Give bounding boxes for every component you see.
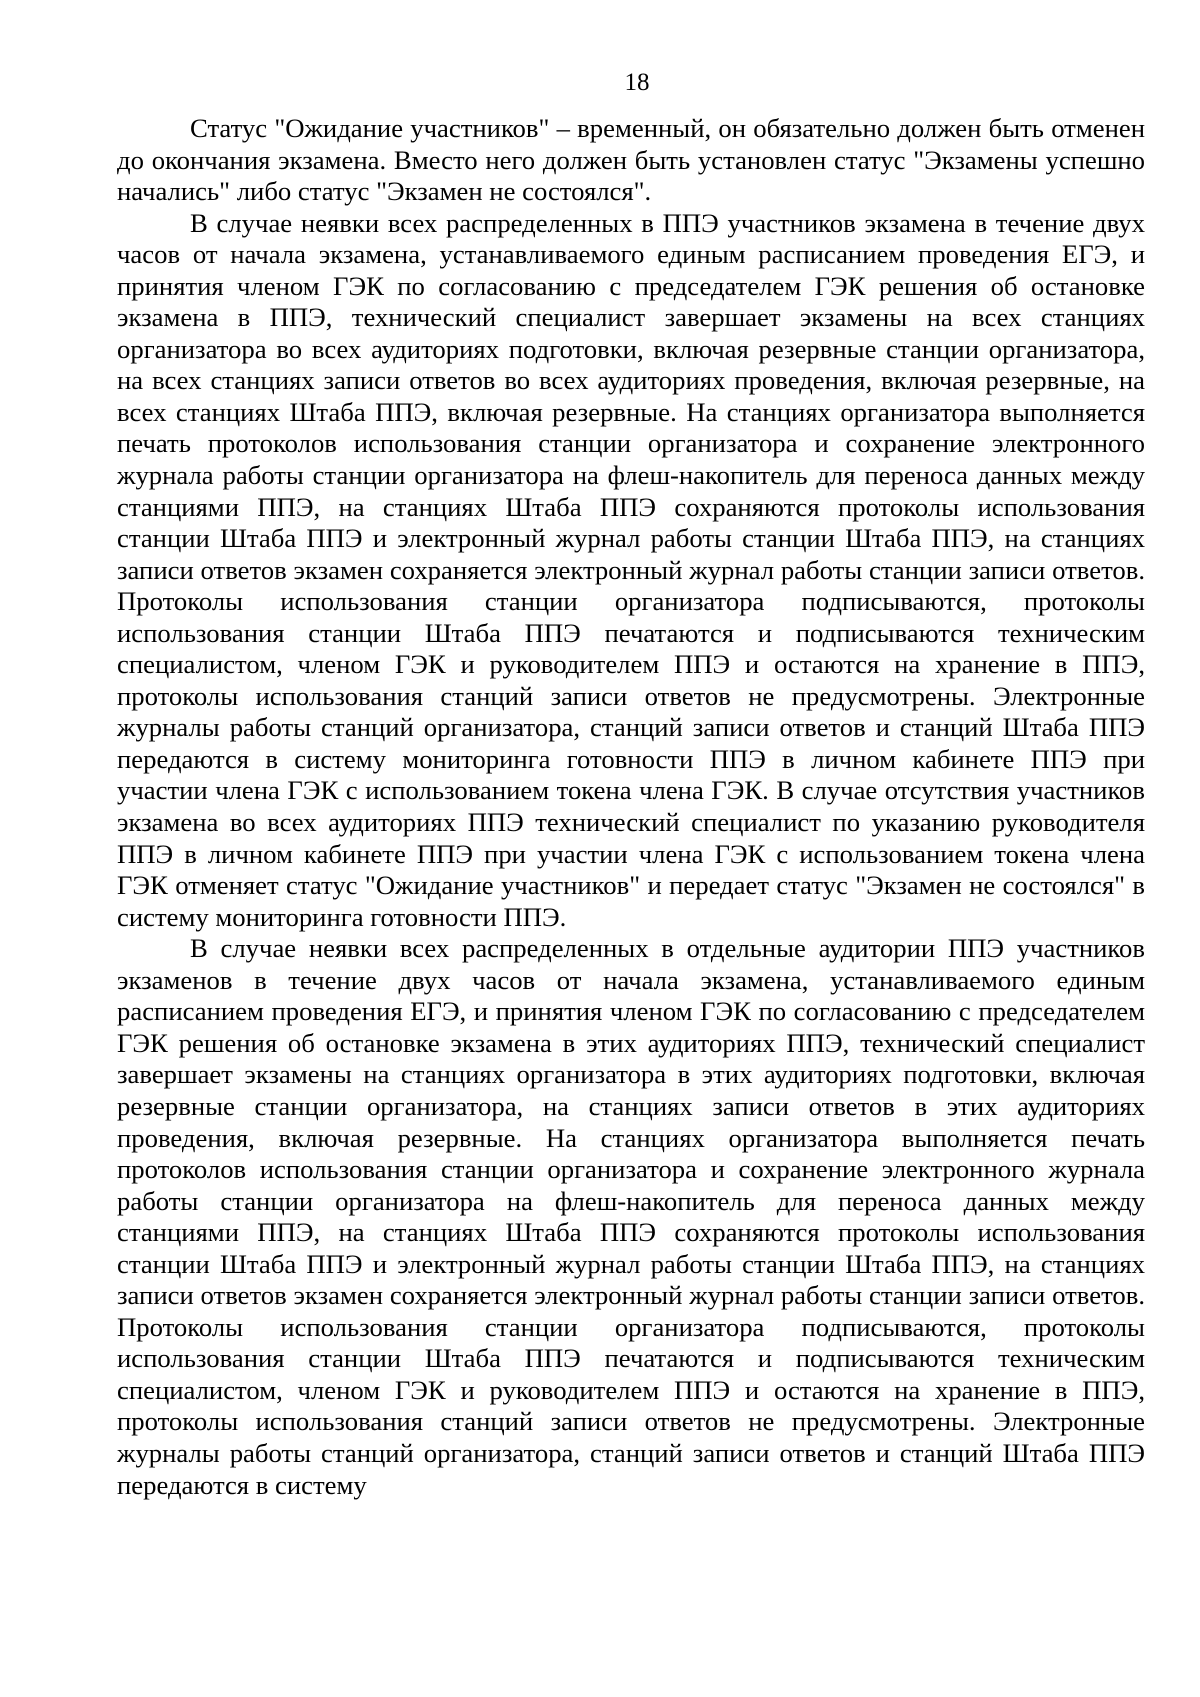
paragraph-no-show-some-rooms: В случае неявки всех распределенных в отдельные аудитории ППЭ участников экзаменов в течение двух часов от начала экзамена, устанавливаемого единым расписанием проведения ЕГЭ, и принятия членом ГЭК по согласованию с председателем ГЭК решения об остановке экзамена в этих аудиториях ППЭ, технический специалист завершает экзамены на станциях организатора в этих аудиториях подготовки, включая резервные станции организатора, на станциях записи ответов в этих аудиториях проведения, включая резервные. На станциях организатора выполняется печать протоколов использования станции организатора и сохранение электронного журнала работы станции организатора на флеш-накопитель для переноса данных между станциями ППЭ, на станциях Штаба ППЭ сохраняются протоколы использования станции Штаба ППЭ и электронный журнал работы станции Штаба ППЭ, на станциях записи ответов экзамен сохраняется электронный журнал работы станции записи ответов. Протоколы использования станции организатора подписываются, протоколы использования станции Штаба ППЭ печатаются и подписываются техническим специалистом, членом ГЭК и руководителем ППЭ и остаются на хранение в ППЭ, протоколы использования станций записи ответов не предусмотрены. Электронные журналы работы станций организатора, станций записи ответов и станций Штаба ППЭ передаются в систему: [117, 933, 1145, 1500]
paragraph-no-show-all-ppe: В случае неявки всех распределенных в ППЭ участников экзамена в течение двух часов от начала экзамена, устанавливаемого единым расписанием проведения ЕГЭ, и принятия членом ГЭК по согласованию с председателем ГЭК решения об остановке экзамена в ППЭ, технический специалист завершает экзамены на всех станциях организатора во всех аудиториях подготовки, включая резервные станции организатора, на всех станциях записи ответов во всех аудиториях проведения, включая резервные, на всех станциях Штаба ППЭ, включая резервные. На станциях организатора выполняется печать протоколов использования станции организатора и сохранение электронного журнала работы станции организатора на флеш-накопитель для переноса данных между станциями ППЭ, на станциях Штаба ППЭ сохраняются протоколы использования станции Штаба ППЭ и электронный журнал работы станции Штаба ППЭ, на станциях записи ответов экзамен сохраняется электронный журнал работы станции записи ответов. Протоколы использования станции организатора подписываются, протоколы использования станции Штаба ППЭ печатаются и подписываются техническим специалистом, членом ГЭК и руководителем ППЭ и остаются на хранение в ППЭ, протоколы использования станций записи ответов не предусмотрены. Электронные журналы работы станций организатора, станций записи ответов и станций Штаба ППЭ передаются в систему мониторинга готовности ППЭ в личном кабинете ППЭ при участии члена ГЭК с использованием токена члена ГЭК. В случае отсутствия участников экзамена во всех аудиториях ППЭ технический специалист по указанию руководителя ППЭ в личном кабинете ППЭ при участии члена ГЭК с использованием токена члена ГЭК отменяет статус "Ожидание участников" и передает статус "Экзамен не состоялся" в систему мониторинга готовности ППЭ.: [117, 207, 1145, 932]
paragraph-status-waiting: Статус "Ожидание участников" – временный, он обязательно должен быть отменен до окончания экзамена. Вместо него должен быть установлен статус "Экзамены успешно начались" либо статус "Экзамен не состоялся".: [117, 113, 1145, 207]
document-body: [117, 113, 1145, 1501]
page-number: 18: [624, 69, 650, 96]
